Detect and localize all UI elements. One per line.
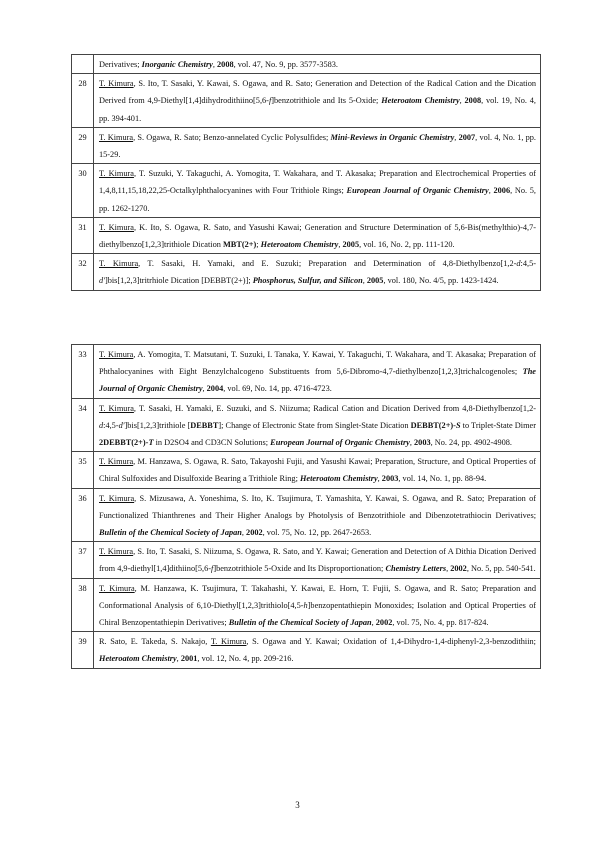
entry-number: 31 [72,217,94,253]
entry-number: 34 [72,398,94,452]
entry-text: T. Kimura, M. Hanzawa, S. Ogawa, R. Sato, Takayoshi Fujii, and Yasushi Kawai; Preparation, Structure, and Optical Properties of Chiral Sulfoxides and Disulfoxide Bearing a Trithiole Ring; Heteroatom Chemistry, 2003, vol. 14, No. 1, pp. 88-94. [94,452,541,488]
table-row [72,632,541,668]
table-row [72,254,541,290]
entry-text: Derivatives; Inorganic Chemistry, 2008, vol. 47, No. 9, pp. 3577-3583. [94,55,541,74]
entry-text: T. Kimura, T. Sasaki, H. Yamaki, E. Suzuki, and S. Niizuma; Radical Cation and Dication Derived from 4,8-Diethylbenzo[1,2-d:4,5-d']bis[1,2,3]trithiole [DEBBT]; Change of Electronic State from Singlet-State Dication DEBBT(2+)-S to Triplet-State Dimer 2DEBBT(2+)-T in D2SO4 and CD3CN Solutions; European Journal of Organic Chemistry, 2003, No. 24, pp. 4902-4908. [94,398,541,452]
table-row [72,452,541,488]
table-row [72,488,541,542]
entry-number: 38 [72,578,94,632]
entry-number [72,55,94,74]
entry-text: T. Kimura, M. Hanzawa, K. Tsujimura, T. Takahashi, Y. Kawai, E. Horn, T. Fujii, S. Ogawa, and R. Sato; Preparation and Conformational Analysis of 6,10-Diethyl[1,2,3]trithiolo[4,5-h]benzopentathiepin Monoxides; Isolation and Optical Properties of Chiral Benzopentathiepin Derivatives; Bulletin of the Chemical Society of Japan, 2002, vol. 75, No. 4, pp. 817-824. [94,578,541,632]
table-row [72,127,541,163]
entry-number: 30 [72,164,94,218]
table-row [72,345,541,399]
entry-text: T. Kimura, K. Ito, S. Ogawa, R. Sato, and Yasushi Kawai; Generation and Structure Determination of 5,6-Bis(methylthio)-4,7-diethylbenzo[1,2,3]trithiole Dication MBT(2+); Heteroatom Chemistry, 2005, vol. 16, No. 2, pp. 111-120. [94,217,541,253]
entry-number: 37 [72,542,94,578]
entry-number: 39 [72,632,94,668]
page-number: 3 [295,800,300,810]
publication-table-bottom [71,344,541,669]
entry-text: T. Kimura, S. Mizusawa, A. Yoneshima, S. Ito, K. Tsujimura, T. Yamashita, Y. Kawai, S. Ogawa, and R. Sato; Preparation of Functionalized Thianthrenes and Their Higher Analogs by Photolysis of Benzotrithiole and Dibenzotetrathiocin Derivatives; Bulletin of the Chemical Society of Japan, 2002, vol. 75, No. 12, pp. 2647-2653. [94,488,541,542]
entry-number: 32 [72,254,94,290]
table-row [72,164,541,218]
entry-number: 36 [72,488,94,542]
entry-text: T. Kimura, A. Yomogita, T. Matsutani, T. Suzuki, I. Tanaka, Y. Kawai, Y. Takaguchi, T. Wakahara, and T. Akasaka; Preparation of Phthalocyanines with Eight Benzylchalcogeno Substituents from 5,6-Dibromo-4,7-diethylbenzo[1,2,3]trichalcogenoles; The Journal of Organic Chemistry, 2004, vol. 69, No. 14, pp. 4716-4723. [94,345,541,399]
table-row [72,217,541,253]
table-row [72,55,541,74]
entry-text: T. Kimura, S. Ito, T. Sasaki, S. Niizuma, S. Ogawa, R. Sato, and Y. Kawai; Generation and Detection of A Dithia Dication Derived from 4,9-diethyl[1,4]dithiino[5,6-f]benzotrithiole 5-Oxide and Its Disproportionation; Chemistry Letters, 2002, No. 5, pp. 540-541. [94,542,541,578]
entry-number: 33 [72,345,94,399]
entry-text: T. Kimura, T. Suzuki, Y. Takaguchi, A. Yomogita, T. Wakahara, and T. Akasaka; Preparation and Electrochemical Properties of 1,4,8,11,15,18,22,25-Octalkylphthalocyanines with Four Trithiole Rings; European Journal of Organic Chemistry, 2006, No. 5, pp. 1262-1270. [94,164,541,218]
table-row [72,578,541,632]
entry-number: 28 [72,74,94,128]
entry-number: 29 [72,127,94,163]
entry-text: T. Kimura, S. Ogawa, R. Sato; Benzo-annelated Cyclic Polysulfides; Mini-Reviews in Organic Chemistry, 2007, vol. 4, No. 1, pp. 15-29. [94,127,541,163]
table-row [72,542,541,578]
table-row [72,74,541,128]
table-row [72,398,541,452]
publication-table-top [71,54,541,291]
entry-text: T. Kimura, T. Sasaki, H. Yamaki, and E. Suzuki; Preparation and Determination of 4,8-Diethylbenzo[1,2-d:4,5-d']bis[1,2,3]tritrhiole Dication [DEBBT(2+)]; Phosphorus, Sulfur, and Silicon, 2005, vol. 180, No. 4/5, pp. 1423-1424. [94,254,541,290]
entry-text: R. Sato, E. Takeda, S. Nakajo, T. Kimura, S. Ogawa and Y. Kawai; Oxidation of 1,4-Dihydro-1,4-diphenyl-2,3-benzodithiin; Heteroatom Chemistry, 2001, vol. 12, No. 4, pp. 209-216. [94,632,541,668]
entry-number: 35 [72,452,94,488]
entry-text: T. Kimura, S. Ito, T. Sasaki, Y. Kawai, S. Ogawa, and R. Sato; Generation and Detection of the Radical Cation and the Dication Derived from 4,9-Diethyl[1,4]dihydrodithiino[5,6-f]benzotrithiole and Its 5-Oxide; Heteroatom Chemistry, 2008, vol. 19, No. 4, pp. 394-401. [94,74,541,128]
